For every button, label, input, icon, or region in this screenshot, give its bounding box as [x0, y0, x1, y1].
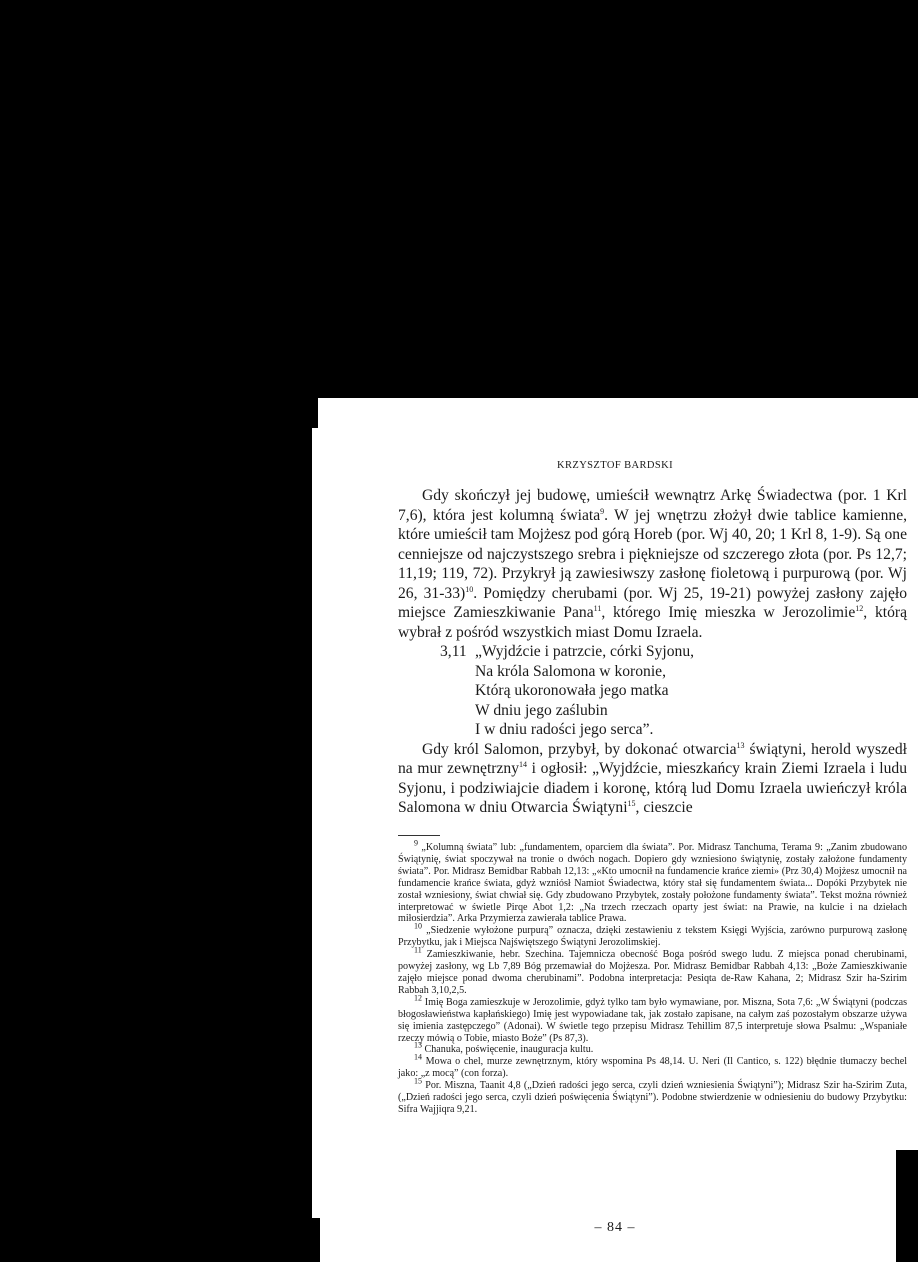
text-run: świątyni, herold wyszedł na mur zewnętrzny: [398, 740, 907, 777]
footnote: [398, 921, 907, 949]
text-run: Gdy król Salomon, przybył, by dokonać otwarcia: [422, 740, 737, 758]
verse-line: Którą ukoronowała jego matka: [475, 682, 669, 699]
paragraph: [398, 740, 907, 818]
footnote-divider: [398, 835, 440, 836]
footnote-number: 11: [414, 945, 422, 955]
running-header: KRZYSZTOF BARDSKI: [557, 460, 673, 471]
footnotes: [398, 838, 907, 1116]
footnote-ref[interactable]: 14: [519, 759, 528, 769]
footnote: [398, 1052, 907, 1080]
footnote-number: 9: [414, 838, 418, 848]
footnote-ref[interactable]: 11: [593, 603, 602, 613]
footnote-text: „Kolumną świata” lub: „fundamentem, oparciem dla świata”. Por. Midrasz Tanchuma, Terama 9: „Zanim zbudowano Świątynię, świat spoczywał na tronie o dwóch nogach. Dopiero gdy wzniesiono świątynię, zostały założone fundamenty świata”. Por. Midrasz Bemidbar Rabbah 12,13: „«Kto umocnił na fundamencie krańce ziemi» (Prz 30,4) Mojżesz umocnił na fundamencie krańce świata, gdyż wzniósł Namiot Świadectwa, który stał się fundamentem świata... Dopóki Przybytek nie został wzniesiony, świat chwiał się. Gdy zbudowano Przybytek, zostały położone fundamenty świata”. Tekst można również interpretować w świetle Pirqe Abot 1,2: „Na trzech rzeczach oparty jest świat: na Prawie, na kulcie i na dziełach miłosierdzia”. Arka Przymierza zawierała tablice Prawa.: [398, 842, 907, 925]
paragraph: [398, 486, 907, 642]
text-run: . Pomiędzy cherubami (por. Wj 25, 19-21) powyżej zasłony zajęło miejsce Zamieszkiwanie Pana: [398, 584, 907, 621]
scan-shadow-right: [896, 1150, 918, 1262]
verse-text: „Wyjdźcie i patrzcie, córki Syjonu,: [475, 643, 695, 660]
footnote: [398, 993, 907, 1045]
verse-block: [398, 642, 907, 740]
footnote-number: 10: [414, 921, 422, 931]
page-number: – 84 –: [594, 1220, 636, 1235]
footnote-number: 12: [414, 993, 422, 1003]
footnote-number: 13: [414, 1041, 422, 1051]
text-run: , którą wybrał z pośród wszystkich miast Domu Izraela.: [398, 604, 907, 641]
verse-line: Na króla Salomona w koronie,: [475, 662, 666, 680]
footnote-text: Por. Miszna, Taanit 4,8 („Dzień radości jego serca, czyli dzień wzniesienia Świątyni”); Midrasz Szir ha-Szirim Zuta, („Dzień radości jego serca, czyli dzień poświęcenia Świątyni”). Podobne stwierdzenie w odniesieniu do budowy Przybytku: Sifra Wajjiqra 9,21.: [398, 1080, 907, 1115]
footnote: [398, 1076, 907, 1116]
footnote-text: Mowa o chel, murze zewnętrznym, który wspomina Ps 48,14. U. Neri (Il Cantico, s. 122) błędnie tłumaczy bechel jako: „z mocą” (con forza).: [398, 1056, 907, 1080]
scan-edge-mark: [312, 398, 318, 428]
footnote-text: Imię Boga zamieszkuje w Jerozolimie, gdyż tylko tam było wymawiane, por. Miszna, Sota 7,6: „W Świątyni (podczas błogosławieństwa kapłańskiego) Imię jest wypowiadane tak, jak zostało zapisane, na całym zaś pozostałym obszarze używa się imienia zastępczego” (Adonai). W świetle tego przepisu Midrasz Tehillim 87,5 interpretuje słowa Psalmu: „Wspaniałe rzeczy mówią o Tobie, miasto Boże” (Ps 87,3).: [398, 996, 907, 1044]
text-run: , cieszcie: [635, 799, 693, 816]
footnote-ref[interactable]: 9: [600, 506, 605, 516]
text-run: Gdy skończył jej budowę, umieścił wewnątrz Arkę Świadectwa (por. 1 Krl 7,6), która jest kolumną świata: [398, 487, 907, 524]
footnote-text: „Siedzenie wyłożone purpurą” oznacza, dzięki zestawieniu z tekstem Księgi Wyjścia, zarówno purpurową zasłonę Przybytku, jak i Miejsca Najświętszego Świątyni Jerozolimskiej.: [398, 925, 907, 949]
verse-line: [398, 642, 907, 662]
footnote-ref[interactable]: 13: [736, 740, 745, 750]
footnote: [398, 945, 907, 997]
footnote-text: Chanuka, poświęcenie, inauguracja kultu.: [424, 1044, 594, 1056]
footnote-text: Zamieszkiwanie, hebr. Szechina. Tajemnicza obecność Boga pośród swego ludu. Z miejsca ponad cherubinami, powyżej zasłony, wg Lb 7,89 Bóg przemawiał do Mojżesza. Por. Midrasz Bemidbar Rabbah 4,13: „Boże Zamieszkiwanie zajęło miejsce ponad dwoma cherubinami”. Podobna interpretacja: Pesiqta de-Raw Kahana, 2; Midrasz Szir ha-Szirim Rabbah 3,10,2,5.: [398, 949, 907, 996]
verse-number: 3,11: [440, 643, 467, 660]
footnote-number: 14: [414, 1052, 422, 1062]
footnote-ref[interactable]: 15: [627, 798, 636, 808]
footnote: [398, 1041, 907, 1056]
footnote-number: 15: [414, 1076, 422, 1086]
main-text: [398, 486, 907, 818]
footnote-ref[interactable]: 10: [465, 584, 474, 594]
footnote-ref[interactable]: 12: [855, 603, 864, 613]
text-run: , którego Imię mieszka w Jerozolimie: [601, 604, 856, 621]
text-run: . W jej wnętrzu złożył dwie tablice kamienne, które umieścił tam Mojżesz pod górą Horeb (por. Wj 40, 20; 1 Krl 8, 1-9). Są one cenniejsze od najczystszego srebra i piękniejsze od szczerego złota (por. Ps 12,7; 11,19; 119, 72). Przykrył ją zawiesiwszy zasłonę fioletową i purpurową (por. Wj 26, 31-33): [398, 506, 908, 602]
text-run: i ogłosił: „Wyjdźcie, mieszkańcy krain Ziemi Izraela i ludu Syjonu, i podziwiajcie diadem i koronę, którą lud Domu Izraela uwieńczył króla Salomona w dniu Otwarcia Świątyni: [398, 760, 907, 816]
verse-line: W dniu jego zaślubin: [475, 701, 608, 719]
footnote: [398, 838, 907, 925]
book-page: [312, 398, 918, 1262]
verse-line: I w dniu radości jego serca”.: [475, 721, 654, 738]
